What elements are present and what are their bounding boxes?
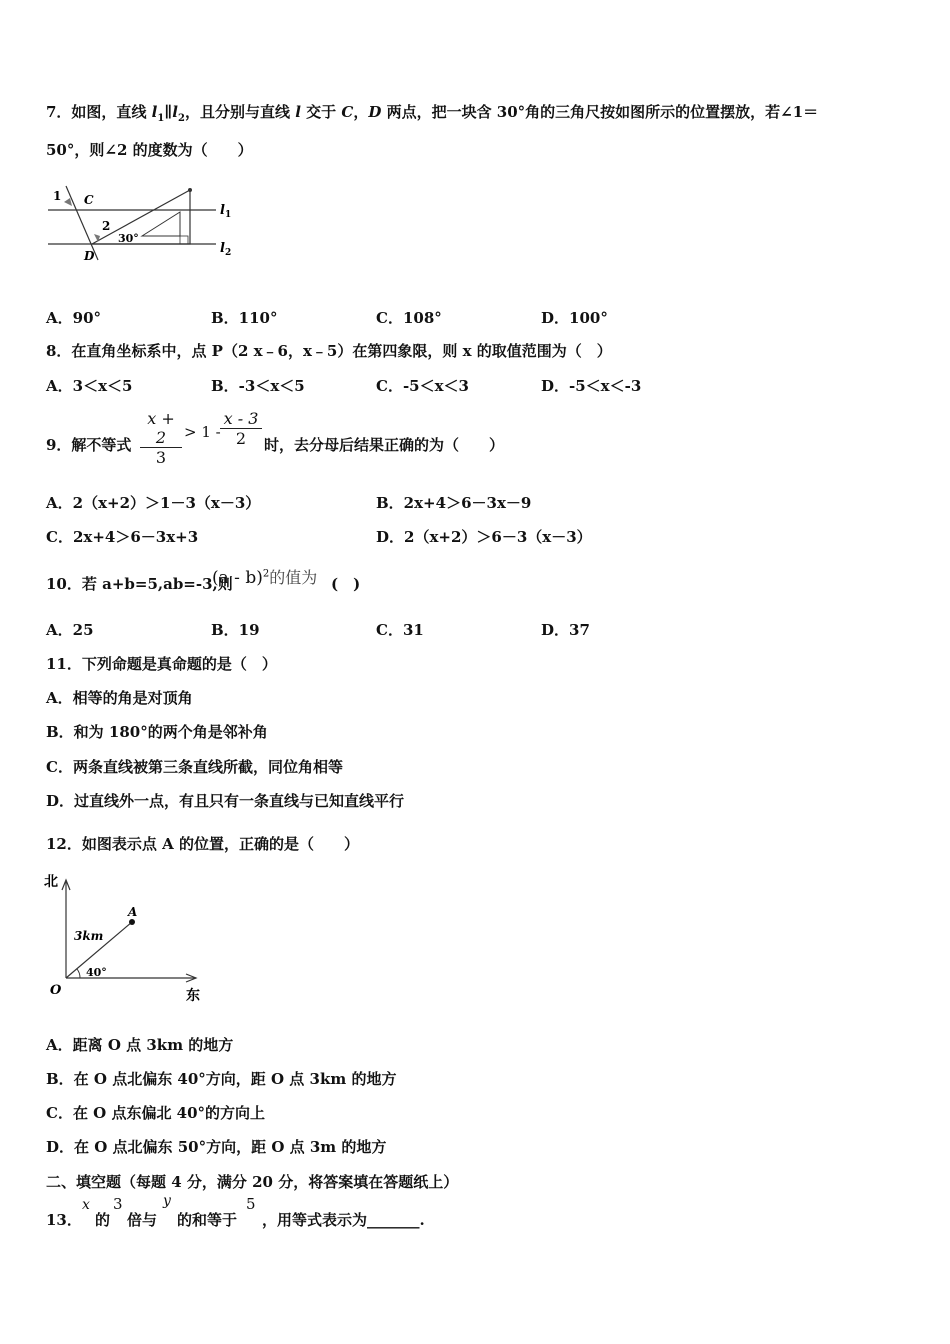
q9-option-d: D．2（x+2）＞6－3（x－3） <box>376 528 592 546</box>
q12-figure <box>44 868 214 1008</box>
q11-option-c: C．两条直线被第三条直线所截，同位角相等 <box>46 758 343 776</box>
q7-fig-line-l2-sub: 2 <box>225 248 232 258</box>
q9-prefix: 9．解不等式 <box>46 436 132 454</box>
q10-option-d: D．37 <box>541 621 590 639</box>
q11-stem: 11．下列命题是真命题的是（ ） <box>46 655 277 673</box>
q12-option-c: C．在 O 点东偏北 40°的方向上 <box>46 1104 266 1122</box>
q7-fig-angle1-label: 1 <box>53 189 62 203</box>
q7-fig-line-l1-label: l <box>220 203 225 218</box>
q12-fig-angle-label: 40° <box>86 966 107 979</box>
q13-number: 13． <box>46 1211 82 1229</box>
q7-fig-line-l2-label: l <box>220 241 225 256</box>
q12-fig-distance-label: 3km <box>74 929 104 943</box>
q13-y: y <box>163 1193 171 1209</box>
q9-fraction-1: $\frac{x + 2}{3}$ <box>140 409 182 467</box>
q12-fig-east-label: 东 <box>186 988 200 1004</box>
q12-option-d: D．在 O 点北偏东 50°方向，距 O 点 3m 的地方 <box>46 1138 387 1156</box>
q7-fig-point-d-label: D <box>84 249 95 263</box>
q13-x: x <box>82 1197 90 1213</box>
q10-stem: 10．若 a+b=5,ab=-3,则 <box>46 575 233 593</box>
q7-option-d: D．100° <box>541 309 608 327</box>
q11-option-a: A．相等的角是对顶角 <box>46 689 193 707</box>
q12-fig-origin-label: O <box>50 983 62 998</box>
q11-option-b: B．和为 180°的两个角是邻补角 <box>46 723 268 741</box>
q7-fig-30deg-label: 30° <box>118 232 139 245</box>
q9-option-a: A．2（x+2）＞1－3（x－3） <box>46 494 261 512</box>
q12-fig-north-label: 北 <box>44 874 58 890</box>
q13-text-2: 倍与 <box>127 1211 158 1229</box>
q13-five: 5 <box>246 1195 256 1213</box>
q10-option-c: C．31 <box>376 621 424 639</box>
q7-option-c: C．108° <box>376 309 442 327</box>
q10-paren: ( ) <box>331 575 361 593</box>
q8-option-b: B．-3＜x＜5 <box>211 377 305 395</box>
q9-fraction-2: $\frac{x - 3}{2}$ <box>220 409 262 448</box>
q7-fig-line-l1-sub: 1 <box>225 210 232 220</box>
q8-stem: 8．在直角坐标系中，点 P（2 x﹣6，x﹣5）在第四象限，则 x 的取值范围为（ ） <box>46 342 612 360</box>
q10-expression: (a - b)$^2$的值为 <box>212 568 318 588</box>
q12-stem: 12．如图表示点 A 的位置，正确的是（ ） <box>46 835 359 853</box>
q13-text-4: ，用等式表示为_______. <box>262 1211 425 1229</box>
q13-answer-blank[interactable]: _______ <box>367 1211 420 1229</box>
section-2-heading: 二、填空题（每题 4 分，满分 20 分，将答案填在答题纸上） <box>46 1173 459 1191</box>
q13-text-3: 的和等于 <box>177 1211 238 1229</box>
q10-option-b: B．19 <box>211 621 260 639</box>
q7-fig-angle2-label: 2 <box>102 219 111 233</box>
q12-fig-point-a-label: A <box>128 905 138 919</box>
q12-option-a: A．距离 O 点 3km 的地方 <box>46 1036 234 1054</box>
q7-option-b: B．110° <box>211 309 278 327</box>
q10-option-a: A．25 <box>46 621 94 639</box>
q7-figure <box>44 176 244 266</box>
q9-middle: > 1 - <box>184 423 221 441</box>
q11-option-d: D．过直线外一点，有且只有一条直线与已知直线平行 <box>46 792 405 810</box>
q12-option-b: B．在 O 点北偏东 40°方向，距 O 点 3km 的地方 <box>46 1070 397 1088</box>
q9-suffix: 时，去分母后结果正确的为（ ） <box>264 436 505 454</box>
q9-option-b: B．2x+4＞6－3x－9 <box>376 494 532 512</box>
q7-option-a: A．90° <box>46 309 102 327</box>
q7-stem-line2: 50°，则∠2 的度数为（ ） <box>46 141 253 159</box>
q9-option-c: C．2x+4＞6－3x+3 <box>46 528 199 546</box>
q13-text-1: 的 <box>95 1211 111 1229</box>
q7-stem-line1: 7．如图，直线 $l_1\parallel l_2$，且分别与直线 l 交于 C，D 两点，把一块含 30°角的三角尺按如图所示的位置摆放，若∠1＝ <box>46 103 819 124</box>
q7-fig-point-c-label: C <box>84 193 94 207</box>
q8-option-c: C．-5＜x＜3 <box>376 377 469 395</box>
q8-option-a: A．3＜x＜5 <box>46 377 133 395</box>
q8-option-d: D．-5＜x＜-3 <box>541 377 642 395</box>
q13-three: 3 <box>113 1195 123 1213</box>
